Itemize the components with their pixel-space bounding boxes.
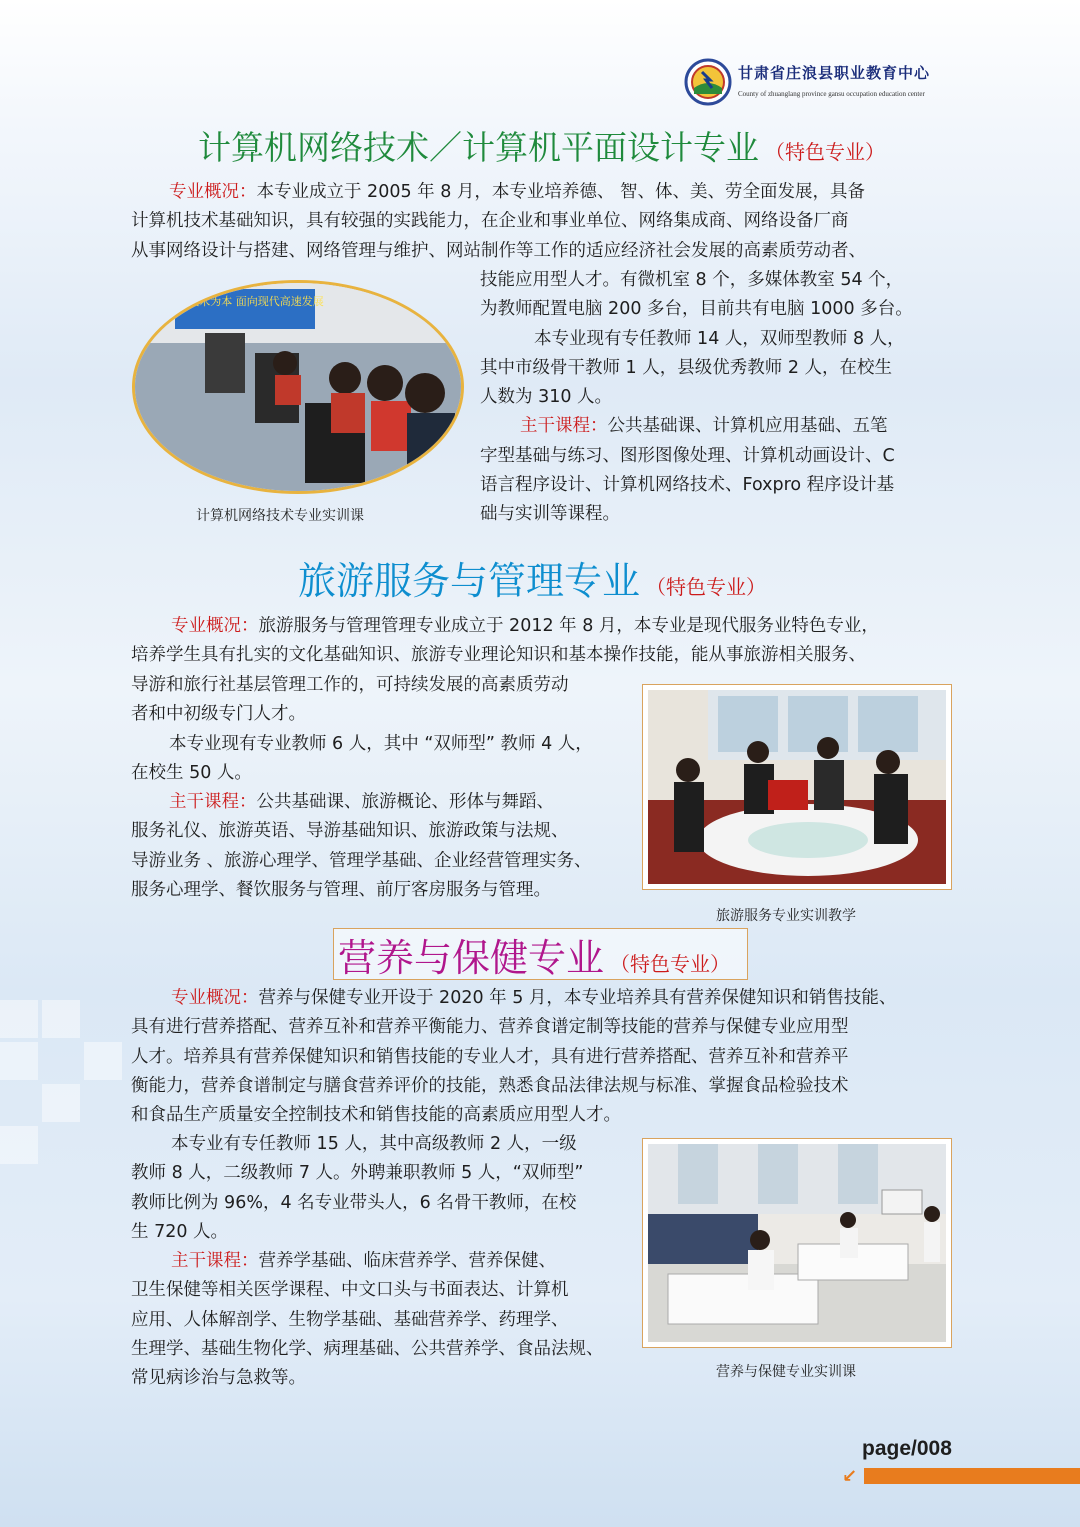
bg-square <box>0 1000 38 1038</box>
section1-title <box>198 122 885 169</box>
text-line: 为教师配置电脑 200 多台，目前共有电脑 1000 多台。 <box>480 299 913 320</box>
section1-overview <box>131 178 951 266</box>
text-line: 旅游服务与管理管理专业成立于 2012 年 8 月，本专业是现代服务业特色专业， <box>258 616 879 636</box>
section2-tag: （特色专业） <box>646 575 767 599</box>
section1-title-text: 计算机网络技术／计算机平面设计专业 <box>198 129 759 166</box>
photo-banner-text: 专业技术为本 面向现代高速发展 <box>166 295 324 308</box>
text-line: 语言程序设计、计算机网络技术、Foxpro 程序设计基 <box>480 475 895 496</box>
text-line: 本专业现有专业教师 6 人，其中 “双师型” 教师 4 人， <box>169 733 593 754</box>
section1-photo-caption: 计算机网络技术专业实训课 <box>196 508 364 524</box>
text-line: 在校生 50 人。 <box>131 762 252 783</box>
page-number: page/008 <box>862 1437 952 1460</box>
text-line: 营养与保健专业开设于 2020 年 5 月，本专业培养具有营养保健知识和销售技能、 <box>258 988 897 1008</box>
text-line: 公共基础课、计算机应用基础、五笔 <box>607 416 888 437</box>
section3-overview-label: 专业概况： <box>171 988 259 1008</box>
section3-left-text <box>131 1130 631 1394</box>
section2-title <box>298 550 766 605</box>
text-line: 卫生保健等相关医学课程、中文口头与书面表达、计算机 <box>131 1280 569 1301</box>
text-line: 者和中初级专门人才。 <box>131 704 306 725</box>
section3-overview <box>131 984 951 1130</box>
section3-photo-caption: 营养与保健专业实训课 <box>716 1364 856 1380</box>
text-line: 本专业有专任教师 15 人，其中高级教师 2 人，一级 <box>171 1134 577 1154</box>
text-line: 从事网络设计与搭建、网络管理与维护、网站制作等工作的适应经济社会发展的高素质劳动者、 <box>131 240 866 261</box>
section1-overview-label: 专业概况： <box>169 182 257 202</box>
nutrition-training-image <box>648 1144 946 1342</box>
arrow-down-left-icon: ↙ <box>842 1466 858 1487</box>
section3-photo <box>642 1138 952 1348</box>
section2-title-text: 旅游服务与管理专业 <box>298 561 641 603</box>
section1-tag: （特色专业） <box>765 140 885 164</box>
section2-photo <box>642 684 952 890</box>
bg-square <box>42 1000 80 1038</box>
section3-title <box>338 927 730 982</box>
section1-right-text <box>480 266 952 530</box>
bg-square <box>42 1084 80 1122</box>
text-line: 营养学基础、临床营养学、营养保健、 <box>258 1251 556 1272</box>
text-line: 服务礼仪、旅游英语、导游基础知识、旅游政策与法规、 <box>131 821 569 842</box>
text-line: 具有进行营养搭配、营养互补和营养平衡能力、营养食谱定制等技能的营养与保健专业应用型 <box>131 1017 849 1038</box>
text-line: 教师 8 人，二级教师 7 人。外聘兼职教师 5 人，“双师型” <box>131 1163 584 1184</box>
tourism-training-image <box>648 690 946 884</box>
section2-overview <box>131 612 951 671</box>
bg-square <box>0 1042 38 1080</box>
text-line: 衡能力，营养食谱制定与膳食营养评价的技能，熟悉食品法律法规与标准、掌握食品检验技术 <box>131 1075 849 1096</box>
section3-courses-label: 主干课程： <box>171 1251 259 1272</box>
text-line: 人数为 310 人。 <box>480 387 613 408</box>
section2-overview-label: 专业概况： <box>171 616 259 636</box>
org-name-en: County of zhuanglang province gansu occupation education center <box>738 90 925 98</box>
computer-lab-image <box>135 283 461 491</box>
text-line: 本专业成立于 2005 年 8 月，本专业培养德、 智、体、美、劳全面发展，具备 <box>256 182 865 202</box>
text-line: 字型基础与练习、图形图像处理、计算机动画设计、C <box>480 445 895 466</box>
text-line: 生 720 人。 <box>131 1221 229 1242</box>
text-line: 教师比例为 96%，4 名专业带头人，6 名骨干教师，在校 <box>131 1192 577 1213</box>
section2-left-text <box>131 671 631 905</box>
org-name-cn: 甘肃省庄浪县职业教育中心 <box>738 64 931 82</box>
text-line: 应用、人体解剖学、生物学基础、基础营养学、药理学、 <box>131 1309 569 1330</box>
section3-tag: （特色专业） <box>610 952 731 976</box>
school-seal-icon <box>684 58 732 106</box>
text-line: 生理学、基础生物化学、病理基础、公共营养学、食品法规、 <box>131 1339 604 1360</box>
page-footer-bar <box>864 1468 1080 1484</box>
section2-courses-label: 主干课程： <box>169 792 257 813</box>
text-line: 技能应用型人才。有微机室 8 个，多媒体教室 54 个， <box>480 270 904 290</box>
bg-square <box>0 1126 38 1164</box>
section1-courses-label: 主干课程： <box>520 416 608 437</box>
text-line: 其中市级骨干教师 1 人，县级优秀教师 2 人，在校生 <box>480 357 893 378</box>
section1-photo <box>132 280 464 494</box>
text-line: 服务心理学、餐饮服务与管理、前厅客房服务与管理。 <box>131 880 551 901</box>
text-line: 公共基础课、旅游概论、形体与舞蹈、 <box>256 792 554 813</box>
text-line: 计算机技术基础知识，具有较强的实践能力，在企业和事业单位、网络集成商、网络设备厂商 <box>131 211 849 232</box>
text-line: 和食品生产质量安全控制技术和销售技能的高素质应用型人才。 <box>131 1105 621 1126</box>
text-line: 本专业现有专任教师 14 人，双师型教师 8 人， <box>534 328 905 349</box>
text-line: 常见病诊治与急救等。 <box>131 1368 306 1389</box>
text-line: 础与实训等课程。 <box>480 504 620 525</box>
bg-square <box>84 1042 122 1080</box>
text-line: 人才。培养具有营养保健知识和销售技能的专业人才，具有进行营养搭配、营养互补和营养平 <box>131 1046 849 1067</box>
text-line: 导游和旅行社基层管理工作的，可持续发展的高素质劳动 <box>131 675 569 695</box>
header-logo <box>684 58 964 108</box>
text-line: 培养学生具有扎实的文化基础知识、旅游专业理论知识和基本操作技能，能从事旅游相关服务、 <box>131 645 866 666</box>
section3-title-text: 营养与保健专业 <box>338 938 605 980</box>
section2-photo-caption: 旅游服务专业实训教学 <box>716 908 856 924</box>
text-line: 导游业务 、旅游心理学、管理学基础、企业经营管理实务、 <box>131 850 592 871</box>
